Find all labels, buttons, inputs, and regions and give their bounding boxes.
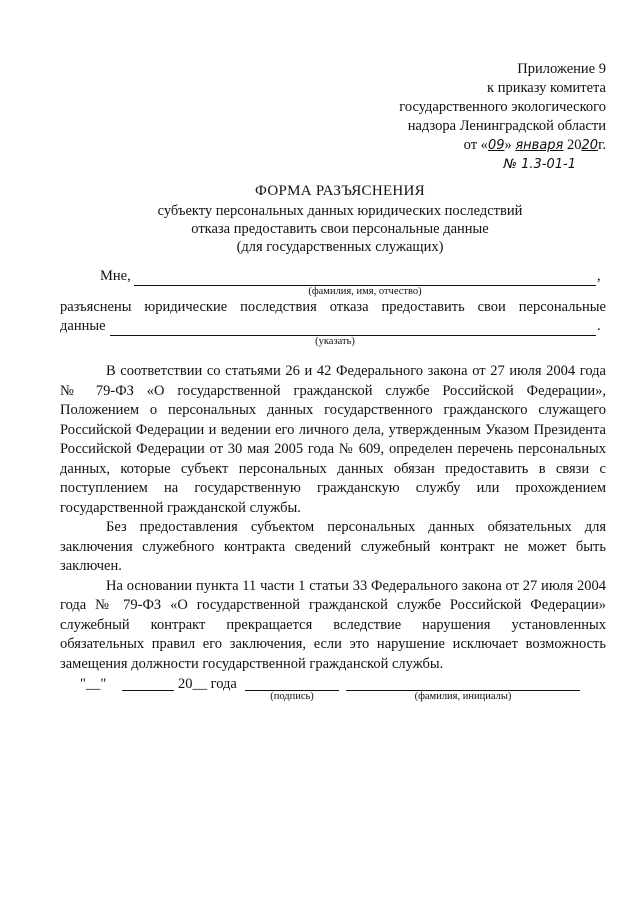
annex-number-line <box>399 155 606 174</box>
form-subtitle-2: отказа предоставить свои персональные данные <box>191 221 489 237</box>
explained-line: разъяснены юридические последствия отказа предоставить свои персональные <box>60 299 606 315</box>
name-initials-caption: (фамилия, инициалы) <box>414 691 512 702</box>
form-heading: ФОРМА РАЗЪЯСНЕНИЯ <box>255 183 425 199</box>
annex-date-prefix: от « <box>463 137 488 153</box>
annex-line-3: государственного экологического <box>399 99 606 115</box>
sign-date-quotes: "__" <box>80 676 107 692</box>
fio-caption: (фамилия, имя, отчество) <box>308 286 422 297</box>
form-title-block <box>60 182 620 256</box>
annex-date-year-handwritten: 20 <box>581 138 599 153</box>
paragraph-3: На основании пункта 11 части 1 статьи 33 Федерального закона от 27 июля 2004 года № 79-ФЗ «О государственной гражданской службе Российской Федерации» служебный контракт прекращается вследствие нарушения установленных обязательных правил его заключения, если это нарушение исключает возможность замещения должности государственной гражданской службы. <box>60 577 606 672</box>
paragraph-2: Без предоставления субъектом персональных данных обязательных для заключения служебного контракта сведений служебный контракт не может быть заключен. <box>60 519 606 574</box>
sign-month-fill-line[interactable] <box>122 690 174 691</box>
data-end-period: . <box>597 318 601 334</box>
form-subtitle-3: (для государственных служащих) <box>236 239 444 255</box>
annex-line-1: Приложение 9 <box>517 61 606 77</box>
annex-line-2: к приказу комитета <box>487 80 606 96</box>
body-text <box>60 362 606 674</box>
annex-date-month-handwritten: января <box>515 138 564 153</box>
annex-number-handwritten: № 1.3-01-1 <box>503 157 576 172</box>
paragraph-1: В соответствии со статьями 26 и 42 Федерального закона от 27 июля 2004 года № 79-ФЗ «О государственной гражданской службе Российской Федерации», Положением о персональных данных государственного гражданского служащего Российской Федерации и ведении его личного дела, утвержденным Указом Президента Российской Федерации от 30 мая 2005 года № 609, определен перечень персональных данных, которые субъект персональных данных обязан предоставить в связи с поступлением на государственную гражданскую службу или прохождением государственной гражданской службы. <box>60 363 606 516</box>
data-label: данные <box>60 318 106 334</box>
annex-date-end: г. <box>598 137 606 153</box>
annex-date-line <box>399 136 606 155</box>
annex-line-4: надзора Ленинградской области <box>407 118 606 134</box>
data-caption: (указать) <box>315 336 355 347</box>
me-label: Мне, <box>100 268 131 284</box>
form-subtitle-1: субъекту персональных данных юридических последствий <box>157 203 523 219</box>
annex-date-year-prefix: 20 <box>563 137 582 153</box>
annex-block <box>399 60 606 174</box>
annex-date-day-handwritten: 09 <box>487 138 505 153</box>
me-end-comma: , <box>597 268 601 284</box>
signature-caption: (подпись) <box>270 691 314 702</box>
sign-year-text: 20__ года <box>178 676 237 692</box>
annex-date-mid: » <box>504 137 516 153</box>
